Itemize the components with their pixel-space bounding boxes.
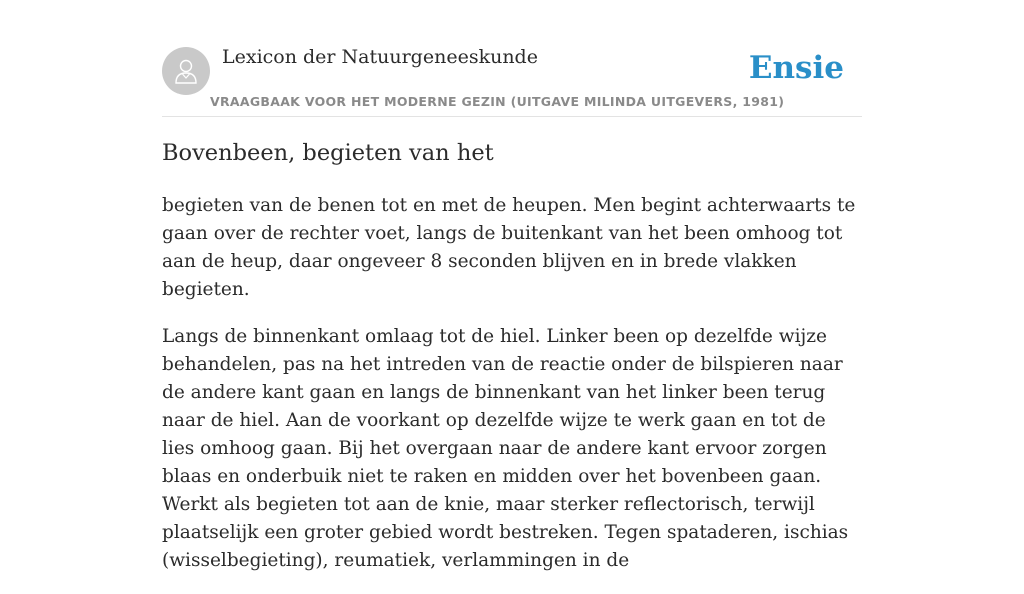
- entry-paragraph: begieten van de benen tot en met de heupen. Men begint achterwaarts te gaan over de rechter voet, langs de buitenkant van het been omhoog tot aan de heup, daar ongeveer 8 seconden blijven en in brede vlakken begieten.: [162, 195, 856, 300]
- ensie-logo[interactable]: Ensie: [748, 50, 844, 86]
- entry-body: [162, 192, 862, 594]
- book-title[interactable]: Lexicon der Natuurgeneeskunde: [222, 46, 538, 68]
- content-container: [162, 0, 862, 571]
- entry-title: Bovenbeen, begieten van het: [162, 140, 494, 166]
- entry-paragraph: Langs de binnenkant omlaag tot de hiel. Linker been op dezelfde wijze behandelen, pas na het intreden van de reactie onder de bilspieren naar de andere kant gaan en langs de binnenkant van het linker been terug naar de hiel. Aan de voorkant op dezelfde wijze te werk gaan en tot de lies omhoog gaan. Bij het overgaan naar de andere kant ervoor zorgen blaas en onderbuik niet te raken en midden over het bovenbeen gaan. Werkt als begieten tot aan de knie, maar sterker reflectorisch, terwijl plaatselijk een groter gebied wordt bestreken. Tegen spataderen, ischias (wisselbegieting), reumatiek, verlammingen in de: [162, 326, 849, 571]
- avatar[interactable]: [162, 47, 210, 95]
- book-subtitle: VRAAGBAAK VOOR HET MODERNE GEZIN (UITGAVE MILINDA UITGEVERS, 1981): [210, 94, 785, 109]
- book-header: [162, 0, 862, 117]
- user-avatar-icon: [171, 56, 201, 86]
